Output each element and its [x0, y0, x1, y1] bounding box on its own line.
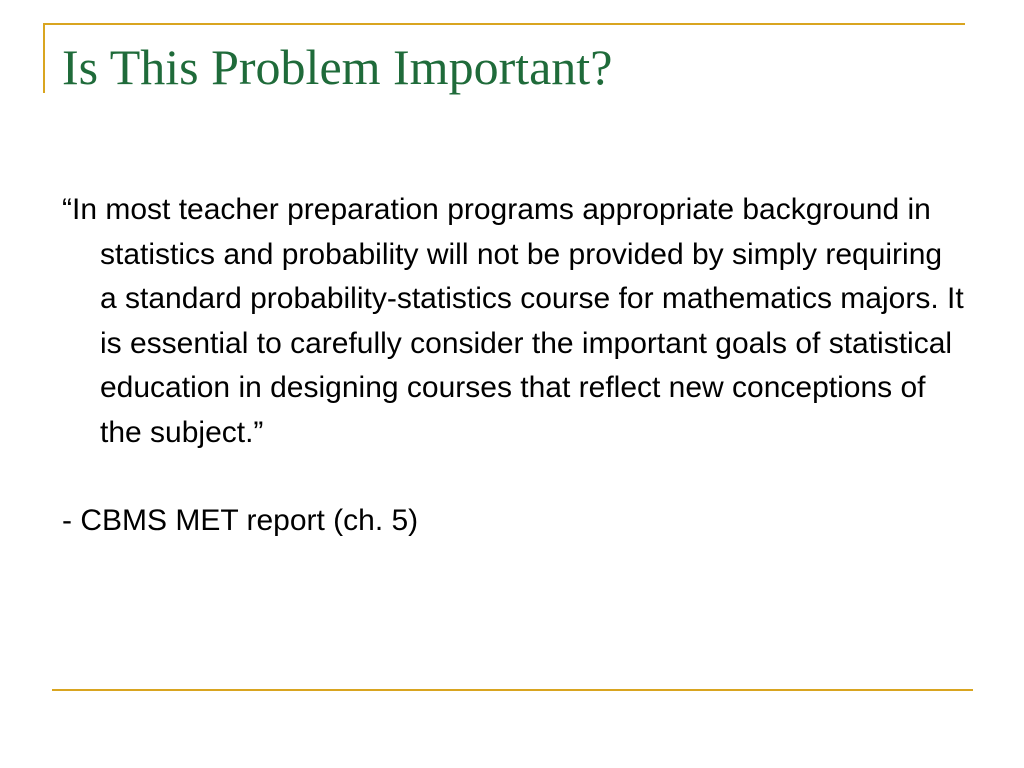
- attribution: - CBMS MET report (ch. 5): [62, 504, 419, 537]
- quote-paragraph: “In most teacher preparation programs appropriate background in statistics and probability will not be provided by simply requiring a standard probability-statistics course for mathematics majors. It is essential to carefully consider the important goals of statistical education in designing courses that reflect new conceptions of the subject.”: [62, 193, 964, 449]
- left-rule: [43, 23, 45, 93]
- slide-title: Is This Problem Important?: [62, 39, 613, 95]
- bottom-rule: [52, 689, 973, 691]
- slide-body: [62, 188, 967, 544]
- top-rule: [43, 23, 965, 25]
